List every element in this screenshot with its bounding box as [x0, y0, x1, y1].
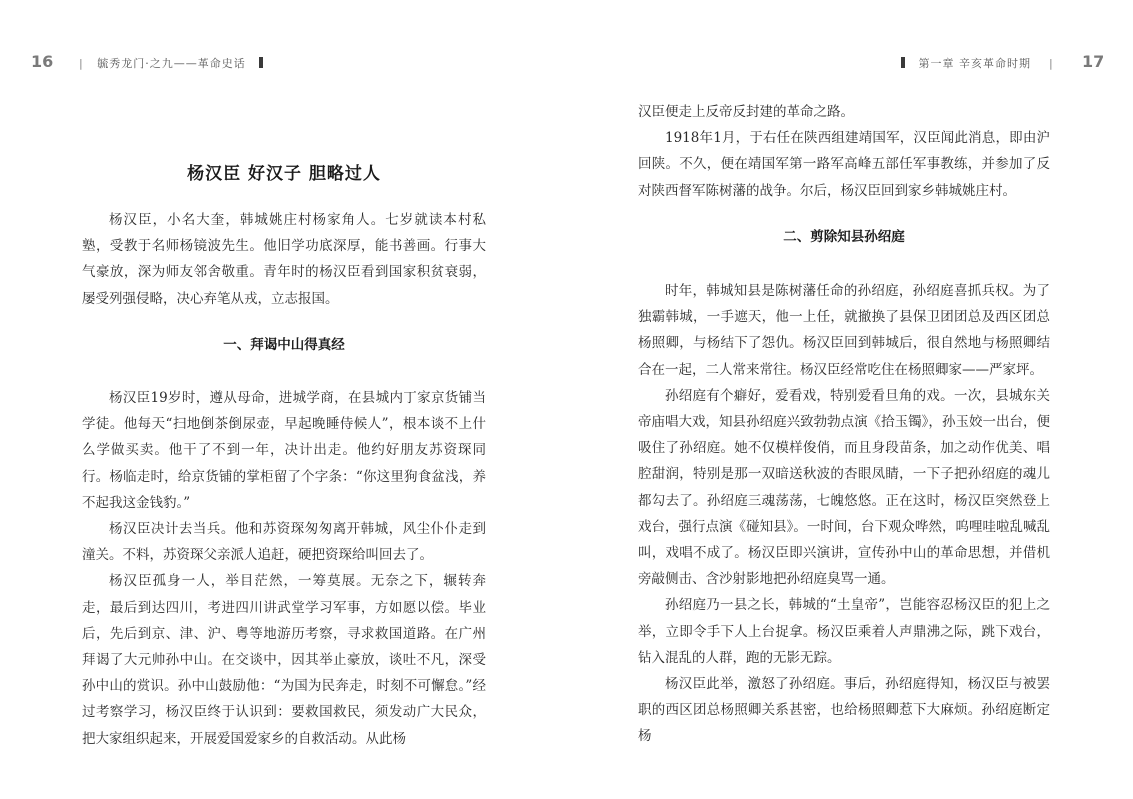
page-number-left: 16: [31, 52, 54, 71]
body-paragraph: 杨汉臣孤身一人，举目茫然，一筹莫展。无奈之下，辗转奔走，最后到达四川，考进四川讲武堂学习军事，方如愿以偿。毕业后，先后到京、津、沪、粤等地游历考察，寻求救国道路。在广州拜谒了大元帅孙中山。在交谈中，因其举止豪放，谈吐不凡，深受孙中山的赏识。孙中山鼓励他：“为国为民奔走，时刻不可懈怠。”经过考察学习，杨汉臣终于认识到：要救国救民，须发动广大民众，把大家组织起来，开展爱国爱家乡的自救活动。从此杨: [82, 573, 486, 747]
header-bar-mark: [901, 57, 905, 68]
continued-paragraph: 汉臣便走上反帝反封建的革命之路。: [638, 104, 854, 120]
body-paragraph: 杨汉臣决计去当兵。他和苏资琛匆匆离开韩城，风尘仆仆走到潼关。不料，苏资琛父亲派人追赶，硬把资琛给叫回去了。: [82, 521, 486, 564]
right-page: [566, 0, 1133, 799]
body-paragraph: 孙绍庭乃一县之长，韩城的“土皇帝”，岂能容忍杨汉臣的犯上之举，立即令手下人上台捉拿。杨汉臣乘着人声鼎沸之际，跳下戏台，钻入混乱的人群，跑的无影无踪。: [638, 597, 1050, 666]
body-paragraph: 时年，韩城知县是陈树藩任命的孙绍庭，孙绍庭喜抓兵权。为了独霸韩城，一手遮天，他一上任，就撤换了县保卫团团总及西区团总杨照卿，与杨结下了怨仇。杨汉臣回到韩城后，很自然地与杨照卿结合在一起，二人常来常往。杨汉臣经常吃住在杨照卿家——严家坪。: [638, 283, 1050, 378]
page-number-right: 17: [1082, 52, 1105, 71]
header-separator: |: [79, 57, 84, 70]
intro-paragraph: 杨汉臣，小名大奎，韩城姚庄村杨家角人。七岁就读本村私塾，受教于名师杨镜波先生。他旧学功底深厚，能书善画。行事大气豪放，深为师友邻舍敬重。青年时的杨汉臣看到国家积贫衰弱，屡受列强侵略，决心弃笔从戎，立志报国。: [82, 212, 486, 307]
article-title: 杨汉臣 好汉子 胆略过人: [187, 164, 381, 184]
running-header-left: [79, 55, 263, 71]
body-paragraph: 1918年1月，于右任在陕西组建靖国军，汉臣闻此消息，即由沪回陕。不久，便在靖国军第一路军高峰五部任军事教练，并参加了反对陕西督军陈树藩的战争。尔后，杨汉臣回到家乡韩城姚庄村。: [638, 130, 1050, 199]
running-header-right: [901, 55, 1054, 71]
header-separator: |: [1049, 57, 1054, 70]
body-paragraph: 杨汉臣此举，激怒了孙绍庭。事后，孙绍庭得知，杨汉臣与被罢职的西区团总杨照卿关系甚密，也给杨照卿惹下大麻烦。孙绍庭断定杨: [638, 676, 1050, 745]
left-page-body: [82, 157, 486, 752]
section-heading-2: 二、剪除知县孙绍庭: [783, 228, 905, 245]
header-bar-mark: [259, 57, 263, 68]
body-paragraph: 孙绍庭有个癖好，爱看戏，特别爱看旦角的戏。一次，县城东关帝庙唱大戏，知县孙绍庭兴致勃勃点演《拾玉镯》，孙玉姣一出台，便吸住了孙绍庭。她不仅模样俊俏，而且身段苗条，加之动作优美、唱腔甜润，特别是那一双暗送秋波的杏眼凤睛，一下子把孙绍庭的魂儿都勾去了。孙绍庭三魂荡荡，七魄悠悠。正在这时，杨汉臣突然登上戏台，强行点演《碰知县》。一时间，台下观众哗然，呜哩哇啦乱喊乱叫，戏唱不成了。杨汉臣即兴演讲，宣传孙中山的革命思想，并借机旁敲侧击、含沙射影地把孙绍庭臭骂一通。: [638, 387, 1050, 588]
chapter-title: 第一章 辛亥革命时期: [918, 57, 1031, 70]
body-paragraph: 杨汉臣19岁时，遵从母命，进城学商，在县城内丁家京货铺当学徒。他每天“扫地倒茶倒尿壶，早起晚睡侍候人”，根本谈不上什么学做买卖。他干了不到一年，决计出走。他约好朋友苏资琛同行。杨临走时，给京货铺的掌柜留了个字条：“你这里狗食盆浅，养不起我这金钱豹。”: [82, 390, 486, 511]
left-page: [0, 0, 566, 799]
section-heading-1: 一、拜谒中山得真经: [223, 336, 345, 353]
right-page-body: [638, 99, 1050, 750]
book-title: 毓秀龙门·之九——革命史话: [97, 57, 246, 70]
